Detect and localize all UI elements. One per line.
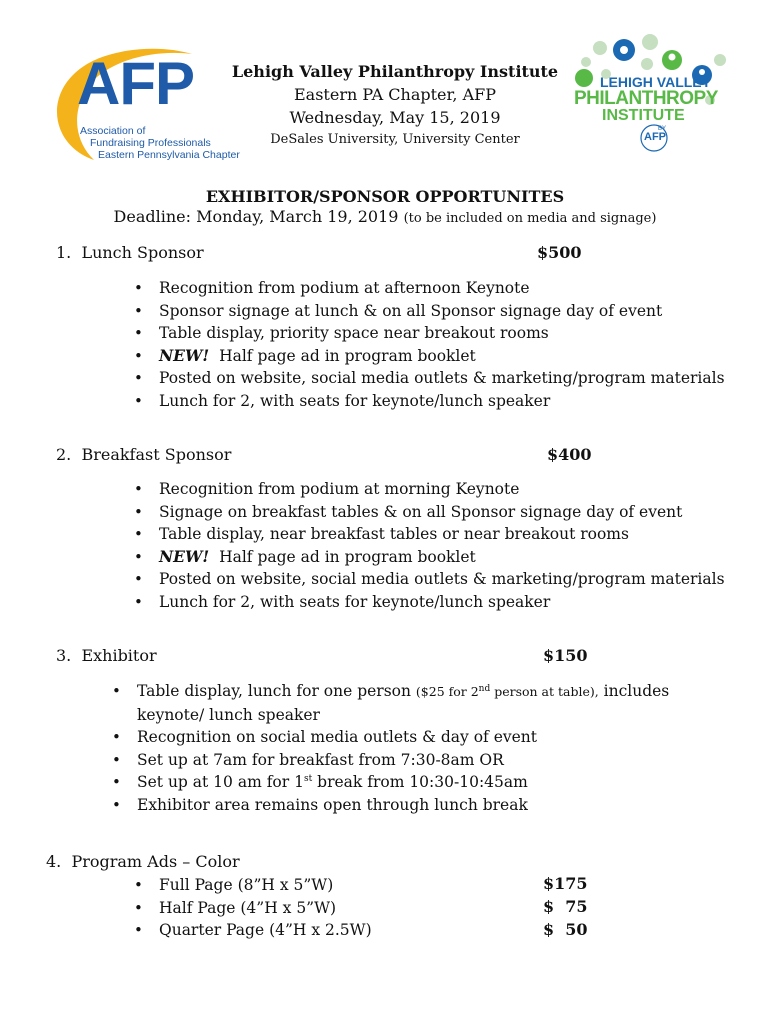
list-item-text: Table display, lunch for one person: [137, 682, 411, 700]
section-2-bullets: [134, 478, 725, 613]
list-item: • Exhibitor area remains open through lunch break: [112, 794, 672, 817]
section-2-title: Breakfast Sponsor: [81, 445, 232, 464]
opportunities-heading: EXHIBITOR/SPONSOR OPPORTUNITES: [205, 187, 565, 206]
list-item: • Table display, priority space near breakout rooms: [134, 322, 725, 345]
list-item: • Posted on website, social media outlets & marketing/program materials: [134, 568, 725, 591]
lvpi-line-3: INSTITUTE: [602, 107, 685, 124]
ad-item: • Quarter Page (4”H x 2.5W): [134, 919, 372, 942]
ordinal-sup: st: [303, 773, 313, 784]
section-3-heading: [56, 646, 157, 665]
list-item: • Recognition on social media outlets & day of event: [112, 726, 672, 749]
exhibitor-note-a: ($25 for 2: [415, 684, 479, 699]
lvpi-line-1: LEHIGH VALLEY: [600, 74, 711, 90]
section-2-heading: [56, 445, 231, 464]
event-header: [230, 60, 560, 151]
section-4-title: Program Ads – Color: [71, 852, 240, 871]
new-label: NEW!: [159, 345, 210, 365]
section-1-number: 1.: [56, 243, 72, 262]
event-title: Lehigh Valley Philanthropy Institute: [231, 62, 559, 81]
afp-letters: AFP: [77, 50, 194, 117]
event-venue: DeSales University, University Center: [270, 132, 520, 147]
section-1-bullets: [134, 277, 725, 412]
list-item: [112, 680, 672, 726]
list-item: • Set up at 7am for breakfast from 7:30-8am OR: [112, 749, 672, 772]
section-3-title: Exhibitor: [81, 646, 157, 665]
list-item-text-cont: break from 10:30-10:45am: [312, 773, 528, 791]
deadline-note: (to be included on media and signage): [403, 211, 657, 226]
lvpi-afp: AFP: [644, 131, 666, 143]
ad-item: • Half Page (4”H x 5”W): [134, 897, 372, 920]
exhibitor-note-b: person at table),: [490, 684, 599, 699]
ad-price-half: $ 75: [543, 897, 588, 916]
list-item: • Lunch for 2, with seats for keynote/lunch speaker: [134, 591, 725, 614]
section-1-heading: [56, 243, 204, 262]
list-item: • Posted on website, social media outlets & marketing/program materials: [134, 367, 725, 390]
event-date: Wednesday, May 15, 2019: [289, 108, 501, 127]
new-label: NEW!: [159, 546, 210, 566]
lvpi-by: BY: [658, 126, 667, 132]
list-item-text: Half page ad in program booklet: [219, 547, 476, 566]
event-chapter: Eastern PA Chapter, AFP: [293, 85, 496, 104]
list-item: [134, 345, 725, 368]
section-3-price: $150: [543, 646, 588, 665]
exhibitor-note-sup: nd: [478, 683, 491, 694]
ad-price-quarter: $ 50: [543, 920, 588, 939]
section-4-number: 4.: [46, 852, 62, 871]
section-3-number: 3.: [56, 646, 72, 665]
ad-price-full: $175: [543, 874, 588, 893]
ad-item: • Full Page (8”H x 5”W): [134, 874, 372, 897]
exhibitor-note: [416, 684, 599, 699]
list-item: • Recognition from podium at morning Keynote: [134, 478, 725, 501]
list-item: • Recognition from podium at afternoon Keynote: [134, 277, 725, 300]
list-item: • Sponsor signage at lunch & on all Sponsor signage day of event: [134, 300, 725, 323]
lvpi-line-2: PHILANTHROPY: [574, 88, 718, 109]
deadline-line: [0, 206, 770, 230]
section-4-ads: [134, 874, 372, 942]
deadline-text: Deadline: Monday, March 19, 2019: [113, 207, 399, 226]
lvpi-logo: [560, 30, 740, 160]
list-item-text: Half page ad in program booklet: [219, 346, 476, 365]
list-item: [134, 546, 725, 569]
list-item: • Lunch for 2, with seats for keynote/lunch speaker: [134, 390, 725, 413]
section-1-price: $500: [537, 243, 582, 262]
section-2-number: 2.: [56, 445, 72, 464]
list-item: • Table display, near breakfast tables or near breakout rooms: [134, 523, 725, 546]
afp-logo: [42, 42, 242, 167]
list-item: [112, 771, 672, 794]
afp-line-2: Fundraising Professionals: [90, 137, 211, 149]
section-4-heading: [46, 852, 240, 871]
list-item-text-cont: includes keynote/ lunch speaker: [137, 682, 670, 724]
section-2-price: $400: [547, 445, 592, 464]
section-3-bullets: [112, 680, 672, 816]
afp-line-1: Association of: [80, 125, 146, 137]
list-item-text: Set up at 10 am for 1: [137, 773, 304, 791]
list-item: • Signage on breakfast tables & on all Sponsor signage day of event: [134, 501, 725, 524]
afp-line-3: Eastern Pennsylvania Chapter: [98, 149, 240, 161]
section-1-title: Lunch Sponsor: [81, 243, 204, 262]
